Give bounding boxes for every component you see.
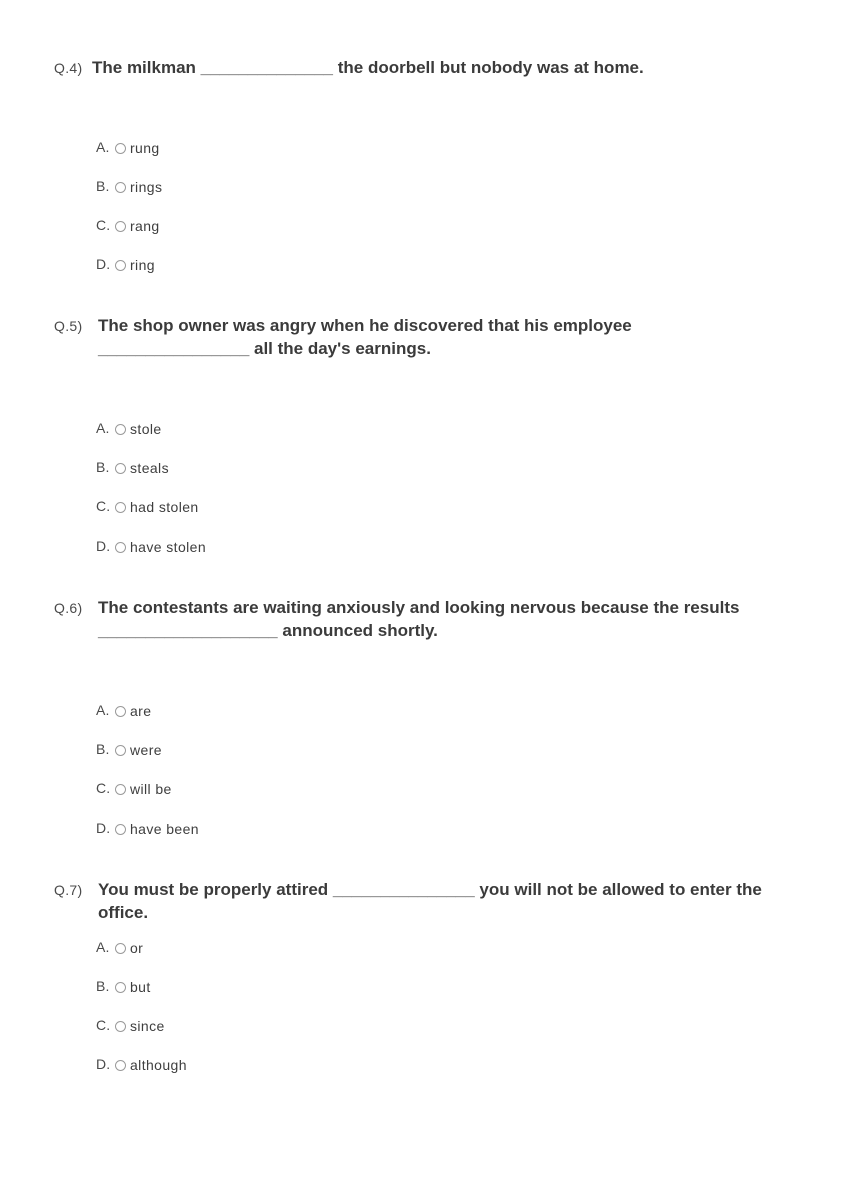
radio-button[interactable]: [115, 943, 126, 954]
radio-button[interactable]: [115, 182, 126, 193]
option-letter: D.: [96, 1056, 111, 1072]
option-c[interactable]: [96, 215, 160, 235]
radio-button[interactable]: [115, 784, 126, 795]
option-label: rings: [130, 178, 163, 195]
radio-button[interactable]: [115, 824, 126, 835]
option-label: have stolen: [130, 538, 207, 555]
question-number: Q.5): [54, 318, 83, 334]
option-a[interactable]: [96, 937, 143, 957]
option-c[interactable]: [96, 496, 199, 516]
option-letter: C.: [96, 217, 111, 233]
radio-button[interactable]: [115, 706, 126, 717]
option-b[interactable]: [96, 457, 169, 477]
option-letter: D.: [96, 256, 111, 272]
option-letter: D.: [96, 820, 111, 836]
option-label: rung: [130, 139, 160, 156]
option-c[interactable]: [96, 778, 172, 798]
option-a[interactable]: [96, 137, 160, 157]
option-letter: B.: [96, 978, 110, 994]
radio-button[interactable]: [115, 260, 126, 271]
option-letter: B.: [96, 178, 110, 194]
question-number: Q.7): [54, 882, 83, 898]
question-text: The milkman ______________ the doorbell but nobody was at home.: [92, 58, 644, 77]
question-text: You must be properly attired _______________ you will not be allowed to enter the office.: [98, 880, 762, 922]
option-a[interactable]: [96, 418, 162, 438]
option-d[interactable]: [96, 818, 199, 838]
option-label: but: [130, 978, 151, 995]
option-letter: A.: [96, 702, 110, 718]
option-d[interactable]: [96, 1054, 187, 1074]
option-letter: A.: [96, 939, 110, 955]
option-letter: A.: [96, 139, 110, 155]
radio-button[interactable]: [115, 221, 126, 232]
option-letter: C.: [96, 1017, 111, 1033]
option-label: since: [130, 1017, 165, 1034]
radio-button[interactable]: [115, 542, 126, 553]
option-c[interactable]: [96, 1015, 165, 1035]
option-label: or: [130, 939, 144, 956]
option-letter: D.: [96, 538, 111, 554]
radio-button[interactable]: [115, 143, 126, 154]
option-label: are: [130, 702, 152, 719]
option-b[interactable]: [96, 976, 151, 996]
radio-button[interactable]: [115, 424, 126, 435]
option-label: stole: [130, 420, 162, 437]
radio-button[interactable]: [115, 745, 126, 756]
option-letter: C.: [96, 780, 111, 796]
option-letter: C.: [96, 498, 111, 514]
question-text: The contestants are waiting anxiously and looking nervous because the results ___________________ announced shortly.: [98, 598, 740, 640]
option-label: ring: [130, 256, 155, 273]
option-d[interactable]: [96, 254, 155, 274]
option-label: steals: [130, 459, 169, 476]
option-label: had stolen: [130, 498, 199, 515]
option-letter: A.: [96, 420, 110, 436]
option-letter: B.: [96, 459, 110, 475]
option-b[interactable]: [96, 739, 162, 759]
option-a[interactable]: [96, 700, 151, 720]
question-number: Q.4): [54, 60, 83, 76]
option-d[interactable]: [96, 536, 206, 556]
radio-button[interactable]: [115, 1021, 126, 1032]
option-label: have been: [130, 820, 199, 837]
option-b[interactable]: [96, 176, 162, 196]
radio-button[interactable]: [115, 1060, 126, 1071]
radio-button[interactable]: [115, 982, 126, 993]
question-number: Q.6): [54, 600, 83, 616]
option-label: rang: [130, 217, 160, 234]
option-label: will be: [130, 780, 172, 797]
radio-button[interactable]: [115, 463, 126, 474]
option-label: were: [130, 741, 162, 758]
question-text: The shop owner was angry when he discovered that his employee ________________ all the day's earnings.: [98, 316, 632, 358]
option-letter: B.: [96, 741, 110, 757]
option-label: although: [130, 1056, 187, 1073]
radio-button[interactable]: [115, 502, 126, 513]
